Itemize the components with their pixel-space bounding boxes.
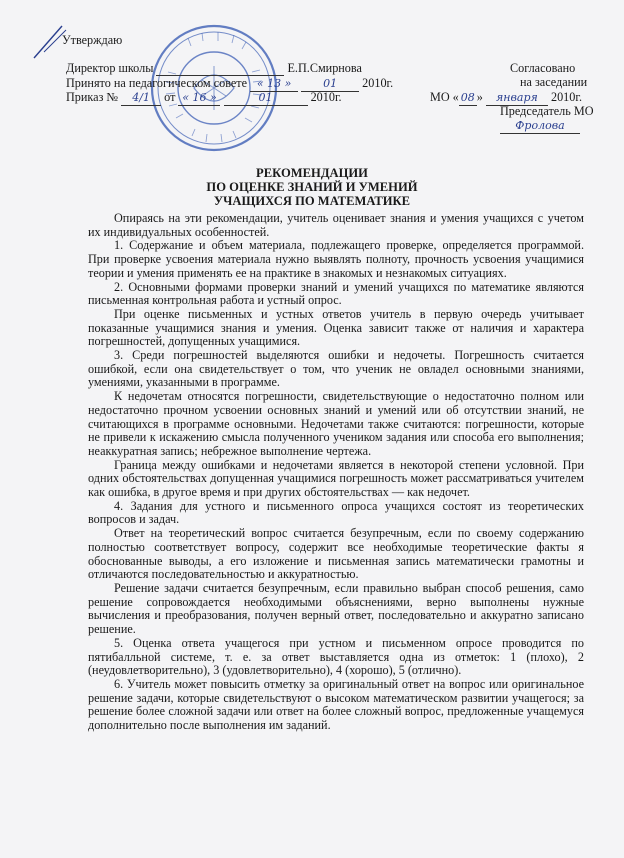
- accepted-month: 01: [301, 77, 359, 92]
- accepted-prefix: Принято на педагогическом совете: [66, 76, 248, 90]
- mo-day: 08: [460, 91, 475, 104]
- paragraph-3c: Граница между ошибками и недочетами является в некоторой степени условной. При одних обстоятельствах допущенная учащимися погрешность может рассматриваться учителем как ошибка, в другое время и при других обстоятельствах — как недочет.: [88, 457, 584, 500]
- director-line: [66, 61, 362, 76]
- paragraph-3: 3. Среди погрешностей выделяются ошибки и недочеты. Погрешность считается ошибкой, если она свидетельствует о том, что ученик не овладел основными знаниями, умениями, указанными в программе.: [88, 348, 584, 390]
- chair-label: Председатель МО: [500, 104, 594, 118]
- intro-paragraph: Опираясь на эти рекомендации, учитель оценивает знания и умения учащихся с учетом их индивидуальных особенностей.: [88, 211, 584, 239]
- paragraph-4c: Решение задачи считается безупречным, если правильно выбран способ решения, само решение сопровождается необходимыми объяснениями, верно выполнены нужные вычисления и преобразования, получен верный ответ, последовательно и аккуратно записано решение.: [88, 580, 584, 637]
- paragraph-5: 5. Оценка ответа учащегося при устном и письменном опросе проводится по пятибалльной системе, т. е. за ответ выставляется одна из отметок: 1 (плохо), 2 (неудовлетворительно), 3 (удовлетворительно), 4 (хорошо), 5 (отлично).: [88, 635, 584, 678]
- order-from: от: [164, 90, 176, 104]
- meeting-label: на заседании: [520, 75, 588, 89]
- order-month: 01: [224, 91, 308, 106]
- title-line1: РЕКОМЕНДАЦИИ: [256, 166, 368, 180]
- agreed-label: Согласовано: [510, 61, 576, 75]
- paragraph-2b: При оценке письменных и устных ответов учитель в первую очередь учитывает показанные учащимися знания и умения. Оценка зависит также от наличия и характера погрешностей, допущенных учащимися.: [88, 306, 584, 349]
- order-line: [66, 90, 342, 106]
- paragraph-1: 1. Содержание и объем материала, подлежащего проверке, определяется программой. При проверке усвоения материала нужно выявлять полноту, прочность усвоения учащимися теории и умения применять ее на практике в знакомых и незнакомых ситуациях.: [88, 238, 584, 280]
- document-body: [88, 212, 584, 733]
- accepted-day: « 13 »: [250, 77, 298, 92]
- title-line3: УЧАЩИХСЯ ПО МАТЕМАТИКЕ: [213, 194, 411, 208]
- order-prefix: Приказ №: [66, 90, 119, 104]
- mo-sep: »: [476, 90, 483, 104]
- mo-year: 2010г.: [550, 90, 583, 104]
- paragraph-4b: Ответ на теоретический вопрос считается безупречным, если по своему содержанию полностью соответствует вопросу, содержит все необходимые теоретические факты я обоснованные выводы, а его изложение и письменная запись математически грамотны и отличаются последовательностью и аккуратностью.: [88, 526, 584, 582]
- order-day: « 16 »: [178, 91, 220, 106]
- accepted-year: 2010г.: [362, 76, 394, 90]
- director-name: Е.П.Смирнова: [287, 61, 362, 75]
- order-number: 4/1: [121, 91, 161, 106]
- paragraph-3b: К недочетам относятся погрешности, свидетельствующие о недостаточно полном или недостаточно прочном усвоении основных знаний и умений или об отсутствии знаний, не считающихся в программе основными. Недочетами также считаются: погрешности, которые не привели к искажению смысла полученного учеником задания или способа его выполнения; неаккуратная запись; небрежное выполнение чертежа.: [88, 389, 584, 458]
- chair-signature: Фролова: [500, 119, 580, 134]
- mo-prefix: МО «: [430, 90, 459, 104]
- title-line2: ПО ОЦЕНКЕ ЗНАНИЙ И УМЕНИЙ: [206, 180, 418, 194]
- approve-label: Утверждаю: [62, 33, 123, 47]
- director-signature-blank: [156, 61, 284, 76]
- director-prefix: Директор школы: [66, 61, 154, 75]
- paragraph-6: 6. Учитель может повысить отметку за оригинальный ответ на вопрос или оригинальное решение задачи, которые свидетельствуют о высоком математическом развитии учащегося; за решение более сложной задачи или ответ на более сложный вопрос, предложенные учащемуся дополнительно после выполнения им заданий.: [88, 676, 584, 733]
- mo-month: января: [486, 91, 548, 106]
- paragraph-2: 2. Основными формами проверки знаний и умений учащихся по математике являются письменная контрольная работа и устный опрос.: [88, 279, 584, 308]
- paragraph-4: 4. Задания для устного и письменного опроса учащихся состоят из теоретических вопросов и задач.: [88, 498, 584, 527]
- order-year: 2010г.: [310, 90, 342, 104]
